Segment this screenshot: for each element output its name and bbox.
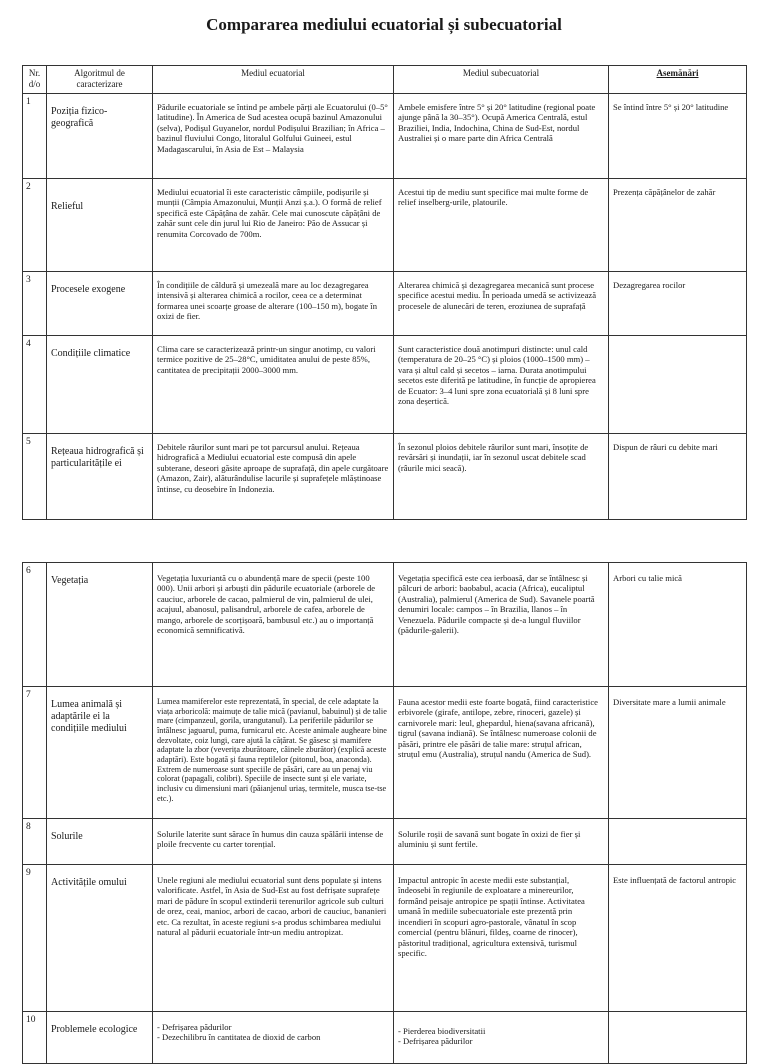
row-asemanari: Arbori cu talie mică [609,563,747,687]
row-subecuatorial: În sezonul ploios debitele râurilor sunt mari, însoțite de revărsări și inundații, iar în sezonul uscat debitele scad (râurile mici seacă). [394,434,609,520]
row-asemanari: Se întind între 5° și 20° latitudine [609,94,747,179]
ecological-problem-item: - Defrișarea pădurilor [398,1036,473,1047]
header-nr: Nr. d/o [23,66,47,94]
row-criterion: Vegetația [47,563,153,687]
row-ecuatorial: Mediului ecuatorial îi este caracteristic câmpiile, podișurile și munții (Câmpia Amazonului, Munții Anzi ș.a.). O formă de relief specifică este Căpățâna de zahăr. Cele mai cunoscute căpățâni de zahăr sunt cele din jurul lui Rio de Janeiro: Pão de Assucar și renumita Corcovado de 700m. [153,179,394,272]
row-criterion: Problemele ecologice [47,1012,153,1064]
row-number: 4 [23,336,47,434]
row-asemanari [609,1012,747,1064]
row-ecuatorial: Vegetația luxuriantă cu o abundență mare de specii (peste 100 000). Unii arbori și arbuști din pădurile ecuatoriale (arborele de cauciuc, arborele de cacao, palmierul de vin, palmierul de ulei, acajuul, abanosul, palisandrul, arborele de cafea, arborele de mango, arborele de scorțișoară, bambusul etc.) au o importanță economică semnificativă. [153,563,394,687]
row-number: 8 [23,819,47,865]
table-row [23,563,747,687]
row-subecuatorial: Vegetația specifică este cea ierboasă, dar se întâlnesc și pâlcuri de arbori: baobabul, acacia (Africa), eucaliptul (Australia), palmierul (America de Sud). Savanele poartă denumiri locale: campos – în Brazilia, llanos – în Venezuela. Pădurile compacte și de-a lungul fluviilor (pădurile-galerii). [394,563,609,687]
table-header-row [23,66,747,94]
table-row [23,434,747,520]
row-ecuatorial: În condițiile de căldură și umezeală mare au loc dezagregarea intensivă și alterarea chimică a rocilor, ceea ce a determinat formarea unei scoarțe groase de alterare (100–150 m), bogate în oxizi de fier. [153,272,394,336]
row-number: 10 [23,1012,47,1064]
comparison-table-part-1 [22,65,747,520]
header-algoritm: Algoritmul de caracterizare [47,66,153,94]
header-asemanari: Asemănări [609,66,747,94]
row-asemanari [609,336,747,434]
table-row [23,94,747,179]
row-ecuatorial: Pădurile ecuatoriale se întind pe ambele părți ale Ecuatorului (0–5° latitudine). În America de Sud acestea ocupă bazinul Amazonului (selva), Podișul Guyanelor, nordul Podișului Brazilian; în Africa – bazinul fluviului Congo, litoralul Golfului Guineei, estul Madagascarului, în Asia de Est – Malaysia [153,94,394,179]
row-asemanari: Prezența căpățânelor de zahăr [609,179,747,272]
ecological-problem-item: - Dezechilibru în cantitatea de dioxid de carbon [157,1032,321,1043]
comparison-table-part-2 [22,562,747,1064]
row-criterion: Lumea animală și adaptările ei la condițiile mediului [47,687,153,819]
row-number: 1 [23,94,47,179]
row-ecuatorial: Lumea mamiferelor este reprezentată, în special, de cele adaptate la viața arboricolă: maimuțe de talie mică (pavianul, babuinul) și de talie mare (cimpanzeul, gorila, urangutanul). La periferiile pădurilor se întâlnesc jaguarul, puma, furnicarul etc. Aceste animale augheare bine dezvoltate, coiz lungi, care ajută la cățărat. Se găsesc și mamifere adaptate la zbor (veverița zburătoare, câinele zburător) (explică aceste adaptări). Este bogată și fauna reptilelor (pitonul, boa, anaconda). Extrem de numeroase sunt speciile de păsări, care au un penaj viu colorat (papagali, colibri). Speciile de insecte sunt și ele variate, inclusiv cu dimensiuni mari (păianjenul uriaș, termitele, musca tse-tse etc.). [153,687,394,819]
row-subecuatorial: Acestui tip de mediu sunt specifice mai multe forme de relief inselberg-urile, platourile. [394,179,609,272]
row-criterion: Activitățile omului [47,865,153,1012]
row-number: 2 [23,179,47,272]
row-ecuatorial: Clima care se caracterizează printr-un singur anotimp, cu valori termice pozitive de 25–28°C, umiditatea anului de peste 85%, cantitatea de precipitații 2000–3000 mm. [153,336,394,434]
table-row [23,819,747,865]
row-criterion: Procesele exogene [47,272,153,336]
ecological-problem-item: - Defrișarea pădurilor [157,1022,232,1032]
row-subecuatorial [394,1012,609,1064]
row-subecuatorial: Fauna acestor medii este foarte bogată, fiind caracteristice erbivorele (girafe, antilope, zebre, rinoceri, gazele) și carnivorele mari: leul, ghepardul, hiena(savana africană), tigrul (savana indiană). Se întâlnesc numeroase colonii de păsări, printre ele păsări de talie mare: struțul african, struțul emu (Australia), struțul nandu (America de Sud). [394,687,609,819]
row-number: 6 [23,563,47,687]
row-asemanari [609,819,747,865]
row-criterion: Condițiile climatice [47,336,153,434]
row-subecuatorial: Ambele emisfere între 5° și 20° latitudine (regional poate ajunge până la 30–35°). Ocupă America Centrală, estul Braziliei, India, Indochina, China de Sud-Est, nordul Australiei și o mare parte din Africa Centrală [394,94,609,179]
row-asemanari: Este influențată de factorul antropic [609,865,747,1012]
row-subecuatorial: Alterarea chimică și dezagregarea mecanică sunt procese specifice acestui mediu. În perioada umedă se activizează procesele de alunecări de teren, eroziunea de suprafață [394,272,609,336]
row-criterion: Rețeaua hidrografică și particularitățile ei [47,434,153,520]
table-row [23,179,747,272]
row-subecuatorial: Impactul antropic în aceste medii este substanțial, îndeosebi în regiunile de exploatare a minereurilor, formând peisaje antropice pe spații întinse. Activitatea umană în mediile subecuatoriale este prezentă prin incendieri în scopuri agro-pastorale, vânatul în scop comercial (pentru blănuri, fildeș, coarne de rinocer), păstoritul tradițional, agricultura extensivă, turismul specific. [394,865,609,1012]
header-ecuatorial: Mediul ecuatorial [153,66,394,94]
row-asemanari: Dispun de râuri cu debite mari [609,434,747,520]
ecological-problem-item: - Pierderea biodiversitatii [398,1026,486,1036]
row-ecuatorial: Solurile laterite sunt sărace în humus din cauza spălării intense de ploile frecvente cu carter torențial. [153,819,394,865]
row-number: 5 [23,434,47,520]
row-criterion: Solurile [47,819,153,865]
row-number: 3 [23,272,47,336]
row-asemanari: Dezagregarea rocilor [609,272,747,336]
document-title: Compararea mediului ecuatorial și subecuatorial [206,15,562,34]
table-row [23,336,747,434]
row-criterion: Relieful [47,179,153,272]
row-number: 9 [23,865,47,1012]
row-criterion: Poziția fizico-geografică [47,94,153,179]
table-row [23,272,747,336]
row-ecuatorial [153,1012,394,1064]
row-asemanari: Diversitate mare a lumii animale [609,687,747,819]
table-row [23,687,747,819]
row-subecuatorial: Solurile roșii de savană sunt bogate în oxizi de fier și aluminiu și sunt fertile. [394,819,609,865]
row-ecuatorial: Unele regiuni ale mediului ecuatorial sunt dens populate și intens valorificate. Astfel, în Asia de Sud-Est au fost defrișate suprafețe mari de pădure în scopul extinderii terenurilor agricole sub culturi de orez, ceai, manioc, arbori de cacao, arbori de cauciuc, bananieri etc. Ca rezultat, în aceste regiuni s-a produs schimbarea mediului natural al pădurii ecuatoriale într-un mediu antropizat. [153,865,394,1012]
row-subecuatorial: Sunt caracteristice două anotimpuri distincte: unul cald (temperatura de 20–25 °C) și ploios (1000–1500 mm) – vara și altul cald și secetos – iarna. Durata anotimpului secetos este diferită pe latitudine, în funcție de apropierea de Ecuator: 3–4 luni spre zona ecuatorială și 8 luni spre zona deșertică. [394,336,609,434]
table-row [23,865,747,1012]
table-row [23,1012,747,1064]
header-subecuatorial: Mediul subecuatorial [394,66,609,94]
row-ecuatorial: Debitele râurilor sunt mari pe tot parcursul anului. Rețeaua hidrografică a Mediului ecuatorial este compusă din apele subterane, deseori găsite aproape de suprafață, din apele curgătoare (Amazon, Zair), alăturândulise lacurile și suprafețele mlăștinoase întinse, cu deosebire în Indonezia. [153,434,394,520]
row-number: 7 [23,687,47,819]
